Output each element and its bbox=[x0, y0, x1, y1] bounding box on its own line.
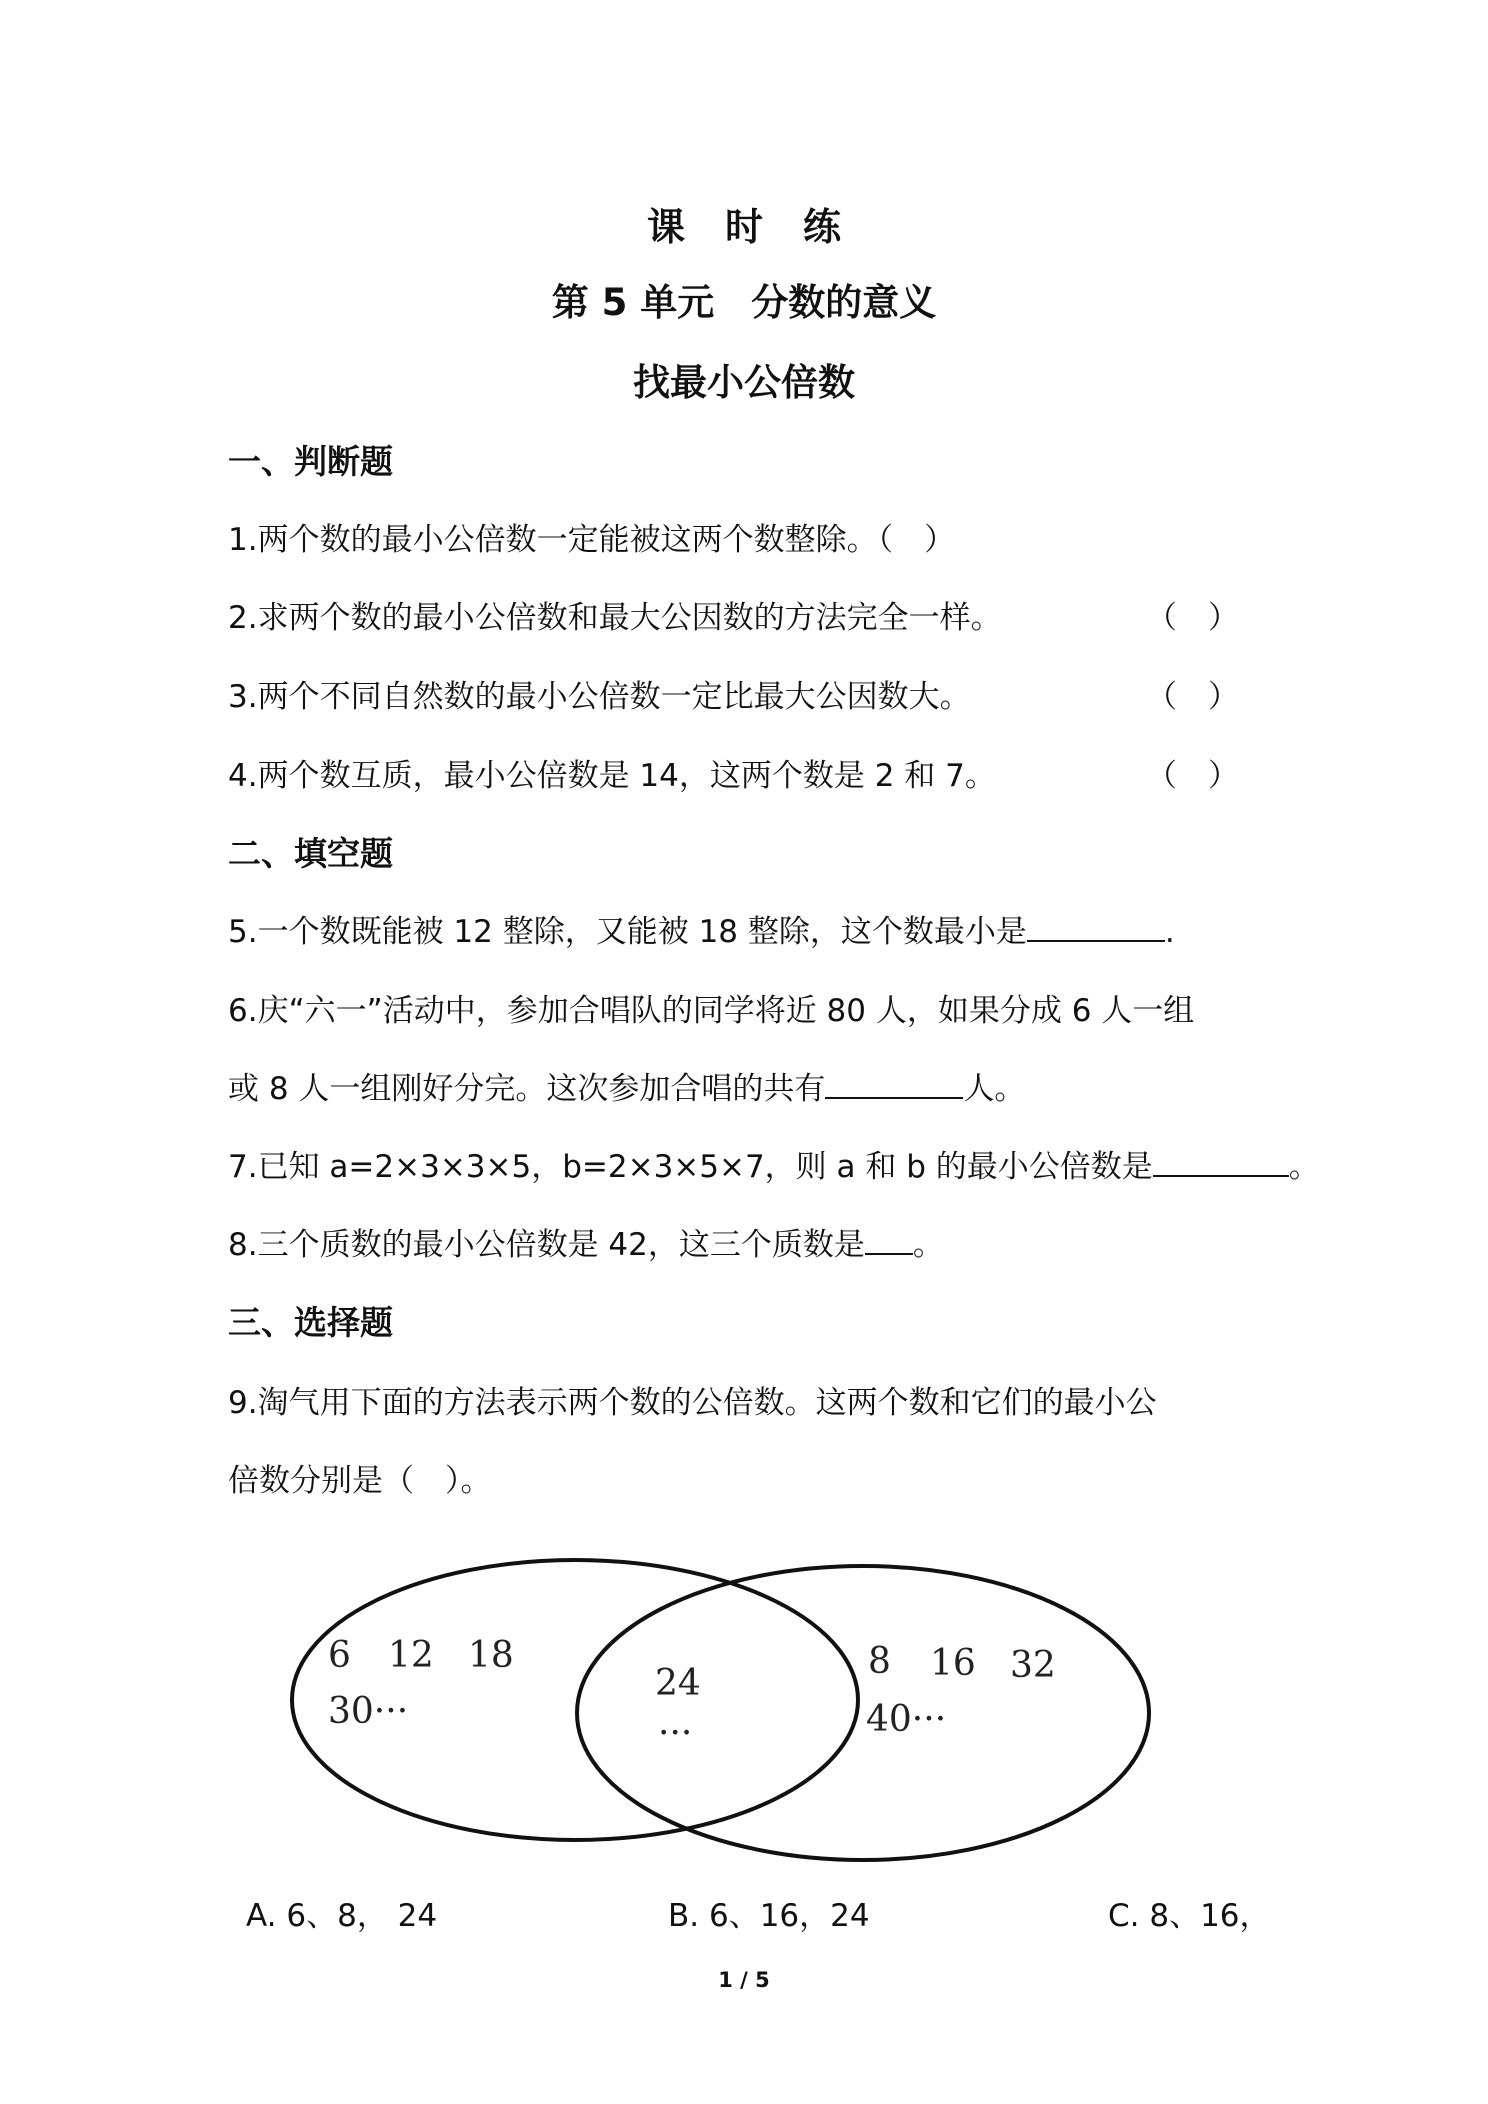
venn-center-number: 24 bbox=[655, 1663, 701, 1704]
option-a[interactable]: A. 6、8， 24 bbox=[246, 1898, 438, 1934]
page-number: 1 / 5 bbox=[718, 1968, 770, 1992]
unit-title: 第 5 单元 分数的意义 bbox=[551, 281, 937, 324]
page-title: 课时练 bbox=[646, 205, 881, 249]
answer-paren-3: （ ） bbox=[1146, 679, 1239, 715]
question-8 bbox=[228, 1219, 944, 1264]
question-5-end: . bbox=[1164, 914, 1175, 950]
question-9-line-1: 9.淘气用下面的方法表示两个数的公倍数。这两个数和它们的最小公 bbox=[228, 1385, 1157, 1421]
question-2: 2.求两个数的最小公倍数和最大公因数的方法完全一样。 bbox=[228, 600, 1002, 636]
question-6-line-1: 6.庆“六一”活动中，参加合唱队的同学将近 80 人，如果分成 6 人一组 bbox=[228, 993, 1195, 1029]
question-6-end: 人。 bbox=[963, 1071, 1026, 1107]
option-b[interactable]: B. 6、16，24 bbox=[668, 1898, 870, 1934]
venn-left-row-2: 30··· bbox=[328, 1691, 409, 1732]
question-6-text: 或 8 人一组刚好分完。这次参加合唱的共有 bbox=[228, 1071, 826, 1107]
question-8-text: 8.三个质数的最小公倍数是 42，这三个质数是 bbox=[228, 1227, 865, 1263]
section-judgment: 一、判断题 bbox=[228, 442, 393, 481]
venn-left-number-1: 6 bbox=[328, 1635, 351, 1676]
answer-paren-2: （ ） bbox=[1146, 600, 1239, 636]
question-4: 4.两个数互质，最小公倍数是 14，这两个数是 2 和 7。 bbox=[228, 758, 996, 794]
venn-diagram bbox=[270, 1545, 1170, 1865]
section-fill-blank: 二、填空题 bbox=[228, 834, 393, 873]
answer-blank-7[interactable] bbox=[1153, 1145, 1289, 1177]
venn-right-row-2: 40··· bbox=[866, 1699, 947, 1740]
answer-blank-5[interactable] bbox=[1027, 910, 1165, 942]
venn-right-number-2: 16 bbox=[930, 1643, 976, 1684]
venn-center-ellipsis: ··· bbox=[658, 1713, 693, 1754]
question-7-end: 。 bbox=[1288, 1149, 1320, 1185]
lesson-title: 找最小公倍数 bbox=[633, 361, 855, 404]
venn-left-number-3: 18 bbox=[468, 1635, 514, 1676]
venn-right-number-3: 32 bbox=[1010, 1645, 1056, 1686]
answer-paren-4: （ ） bbox=[1146, 758, 1239, 794]
question-6-line-2 bbox=[228, 1063, 1025, 1108]
question-7-text: 7.已知 a=2×3×3×5，b=2×3×5×7，则 a 和 b 的最小公倍数是 bbox=[228, 1149, 1153, 1185]
section-multiple-choice: 三、选择题 bbox=[228, 1303, 393, 1342]
question-5-text: 5.一个数既能被 12 整除，又能被 18 整除，这个数最小是 bbox=[228, 914, 1027, 950]
question-8-end: 。 bbox=[912, 1227, 944, 1263]
question-9-line-2: 倍数分别是（ ）。 bbox=[228, 1463, 492, 1499]
question-3: 3.两个不同自然数的最小公倍数一定比最大公因数大。 bbox=[228, 679, 971, 715]
venn-right-number-1: 8 bbox=[868, 1641, 891, 1682]
answer-blank-8[interactable] bbox=[865, 1223, 913, 1255]
option-c[interactable]: C. 8、16， bbox=[1108, 1898, 1271, 1934]
venn-left-number-2: 12 bbox=[388, 1635, 434, 1676]
question-1: 1.两个数的最小公倍数一定能被这两个数整除。（ ） bbox=[228, 522, 956, 558]
question-7 bbox=[228, 1141, 1320, 1186]
answer-blank-6[interactable] bbox=[825, 1067, 963, 1099]
question-5 bbox=[228, 906, 1175, 951]
